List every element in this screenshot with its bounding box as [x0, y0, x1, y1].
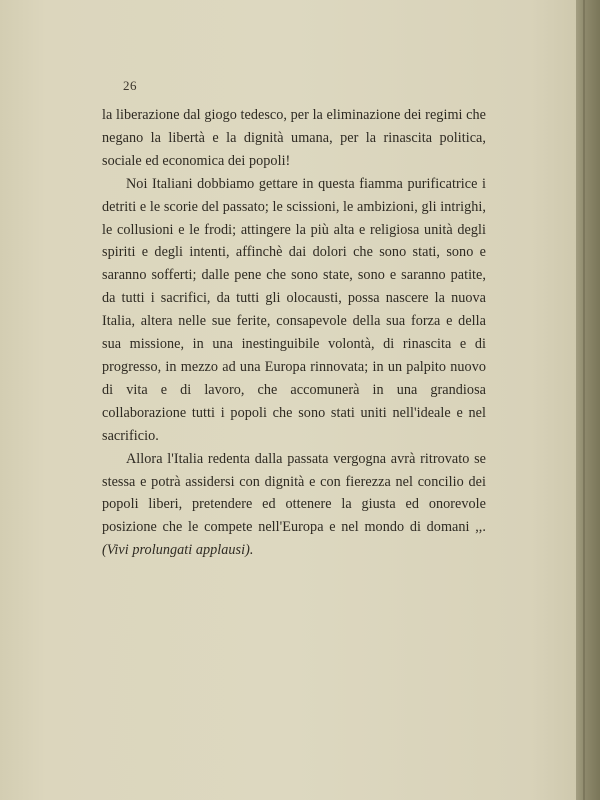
applause-note: (Vivi prolungati applausi).: [102, 542, 254, 559]
body-text: [102, 104, 486, 562]
paragraph-2: Noi Italiani dobbiamo gettare in questa fiamma purificatrice i detriti e le scorie del passato; le scissioni, le ambizioni, gli intrighi, le collusioni e le frodi; attingere la più alta e religiosa unità degli spiriti e degli intenti, affinchè dai dolori che sono stati, sono e saranno sofferti; dalle pene che sono state, sono e saranno patite, da tutti i sacrifici, da tutti gli olocausti, possa nascere la nuova Italia, altera nelle sue ferite, consapevole della sua forza e della sua missione, in una inestinguibile volontà, di rinascita e di progresso, in mezzo ad una Europa rinnovata; in un palpito nuovo di vita e di lavoro, che accomunerà in una grandiosa collaborazione tutti i popoli che sono stati uniti nell'ideale e nel sacrificio.: [102, 175, 486, 444]
paragraph-1: la liberazione dal giogo tedesco, per la eliminazione dei regimi che negano la libertà e la dignità umana, per la rinascita politica, sociale ed economica dei popoli!: [102, 107, 486, 169]
paragraph-3-text: Allora l'Italia redenta dalla passata vergogna avrà ritrovato se stessa e potrà assidersi con dignità e con fierezza nel concilio dei popoli liberi, pretendere ed ottenere la giusta ed onorevole posizione che le compete nell'Europa e nel mondo di domani ,,.: [102, 450, 486, 536]
binding-gutter: [576, 0, 600, 800]
paragraph-3: [102, 448, 486, 563]
page-number: 26: [123, 78, 137, 93]
binding-edge: [583, 0, 585, 800]
